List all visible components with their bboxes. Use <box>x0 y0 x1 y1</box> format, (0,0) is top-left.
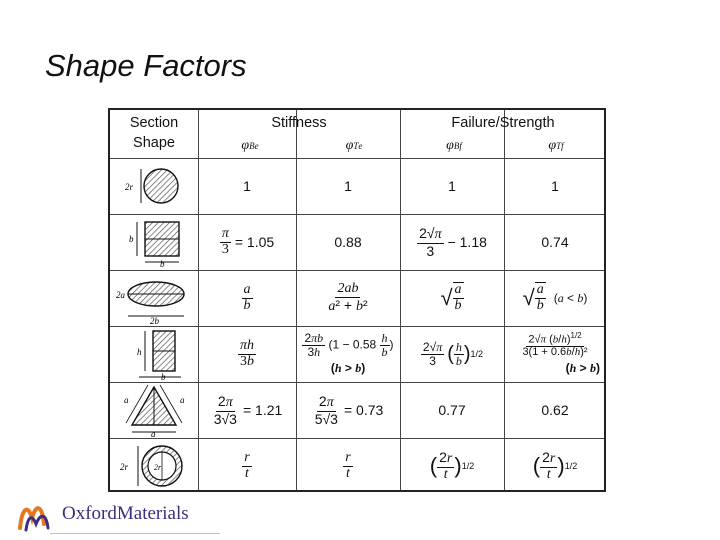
header-stiffness: Stiffness <box>271 115 327 131</box>
svg-text:h: h <box>137 347 142 357</box>
phi-b-e-label: φ B e <box>241 138 259 153</box>
hollow-tube-icon <box>110 438 198 494</box>
svg-text:2r: 2r <box>154 463 162 472</box>
row5-phi-t-f: 0.62 <box>541 402 569 418</box>
row2-phi-b-e: $\frac{\pi}{3}$ = 1.05 <box>221 225 275 257</box>
solid-ellipse-icon <box>110 270 198 326</box>
row1-phi-t-f: 1 <box>551 178 559 194</box>
oxford-materials-wordmark: OxfordMaterials <box>62 503 189 524</box>
svg-text:b: b <box>161 372 166 381</box>
phi-t-f-label: φ T f <box>548 138 564 153</box>
row4-phi-b-e: $\frac{\pi h}{3b}$ <box>239 337 254 369</box>
row1-phi-b-e: 1 <box>243 178 251 194</box>
svg-text:b: b <box>129 234 134 244</box>
solid-circle-icon <box>110 158 198 214</box>
row6-phi-t-f: ( $\frac{2r}{t}$ ) 1/2 <box>532 448 578 482</box>
row3-phi-b-e: $\frac{a}{b}$ <box>243 281 251 313</box>
header-failure-strength: Failure/Strength <box>451 115 555 131</box>
header-section-shape: Section Shape <box>129 115 179 151</box>
phi-b-f-label: φ B f <box>446 138 462 153</box>
row6-phi-b-f: ( $\frac{2r}{t}$ ) 1/2 <box>429 448 475 482</box>
row6-phi-t-e: $\frac{r}{t}$ <box>345 449 351 481</box>
row4-phi-t-f: $\frac{2√\pi (b/h)^{1/2}}{\text{3(1 + 0.6b/h)²}}$ (h > b) <box>522 331 600 375</box>
row4-phi-t-e: $\frac{2\pi b}{3h}$ (1 − 0.58 $\frac{h}{b}$ ) (h > b) <box>304 331 394 375</box>
svg-text:b: b <box>160 259 165 268</box>
row1-phi-t-e: 1 <box>344 178 352 194</box>
svg-text:2a: 2a <box>116 290 125 300</box>
row5-phi-b-f: 0.77 <box>438 402 466 418</box>
logo-underline <box>50 533 220 534</box>
shape-factors-table <box>108 108 606 492</box>
equilateral-triangle-icon <box>110 382 198 438</box>
row3-phi-b-f: √ $\frac{a}{b}$ <box>440 282 462 313</box>
solid-rectangle-icon <box>110 326 198 382</box>
svg-text:2b: 2b <box>150 316 159 324</box>
oxford-materials-logo-icon <box>14 494 58 538</box>
row4-phi-b-f: $\frac{2√\pi}{3}$ ( $\frac{h}{b}$ ) 1/2 <box>422 339 484 368</box>
row2-phi-t-e: 0.88 <box>334 234 362 250</box>
row5-phi-b-e: $\frac{2\pi}{3√3}$ = 1.21 <box>213 392 283 427</box>
svg-text:2r: 2r <box>120 462 129 472</box>
phi-t-e-label: φ T e <box>345 138 363 153</box>
svg-text:2r: 2r <box>125 182 134 192</box>
svg-text:a: a <box>151 429 156 437</box>
row3-phi-t-f: √ $\frac{a}{b}$ (a < b) <box>522 282 588 313</box>
row2-phi-t-f: 0.74 <box>541 234 569 250</box>
row6-phi-b-e: $\frac{r}{t}$ <box>244 449 250 481</box>
svg-text:a: a <box>124 395 129 405</box>
page-title: Shape Factors <box>45 48 247 83</box>
row3-phi-t-e: $\frac{2ab}{\text{a² + b²}}$ <box>328 280 368 314</box>
svg-text:a: a <box>180 395 185 405</box>
row5-phi-t-e: $\frac{2\pi}{5√3}$ = 0.73 <box>314 392 384 427</box>
oxford-materials-logo <box>14 494 214 538</box>
row1-phi-b-f: 1 <box>448 178 456 194</box>
solid-square-icon <box>110 214 198 270</box>
row2-phi-b-f: $\frac{2√\pi}{3}$ − 1.18 <box>419 224 487 259</box>
